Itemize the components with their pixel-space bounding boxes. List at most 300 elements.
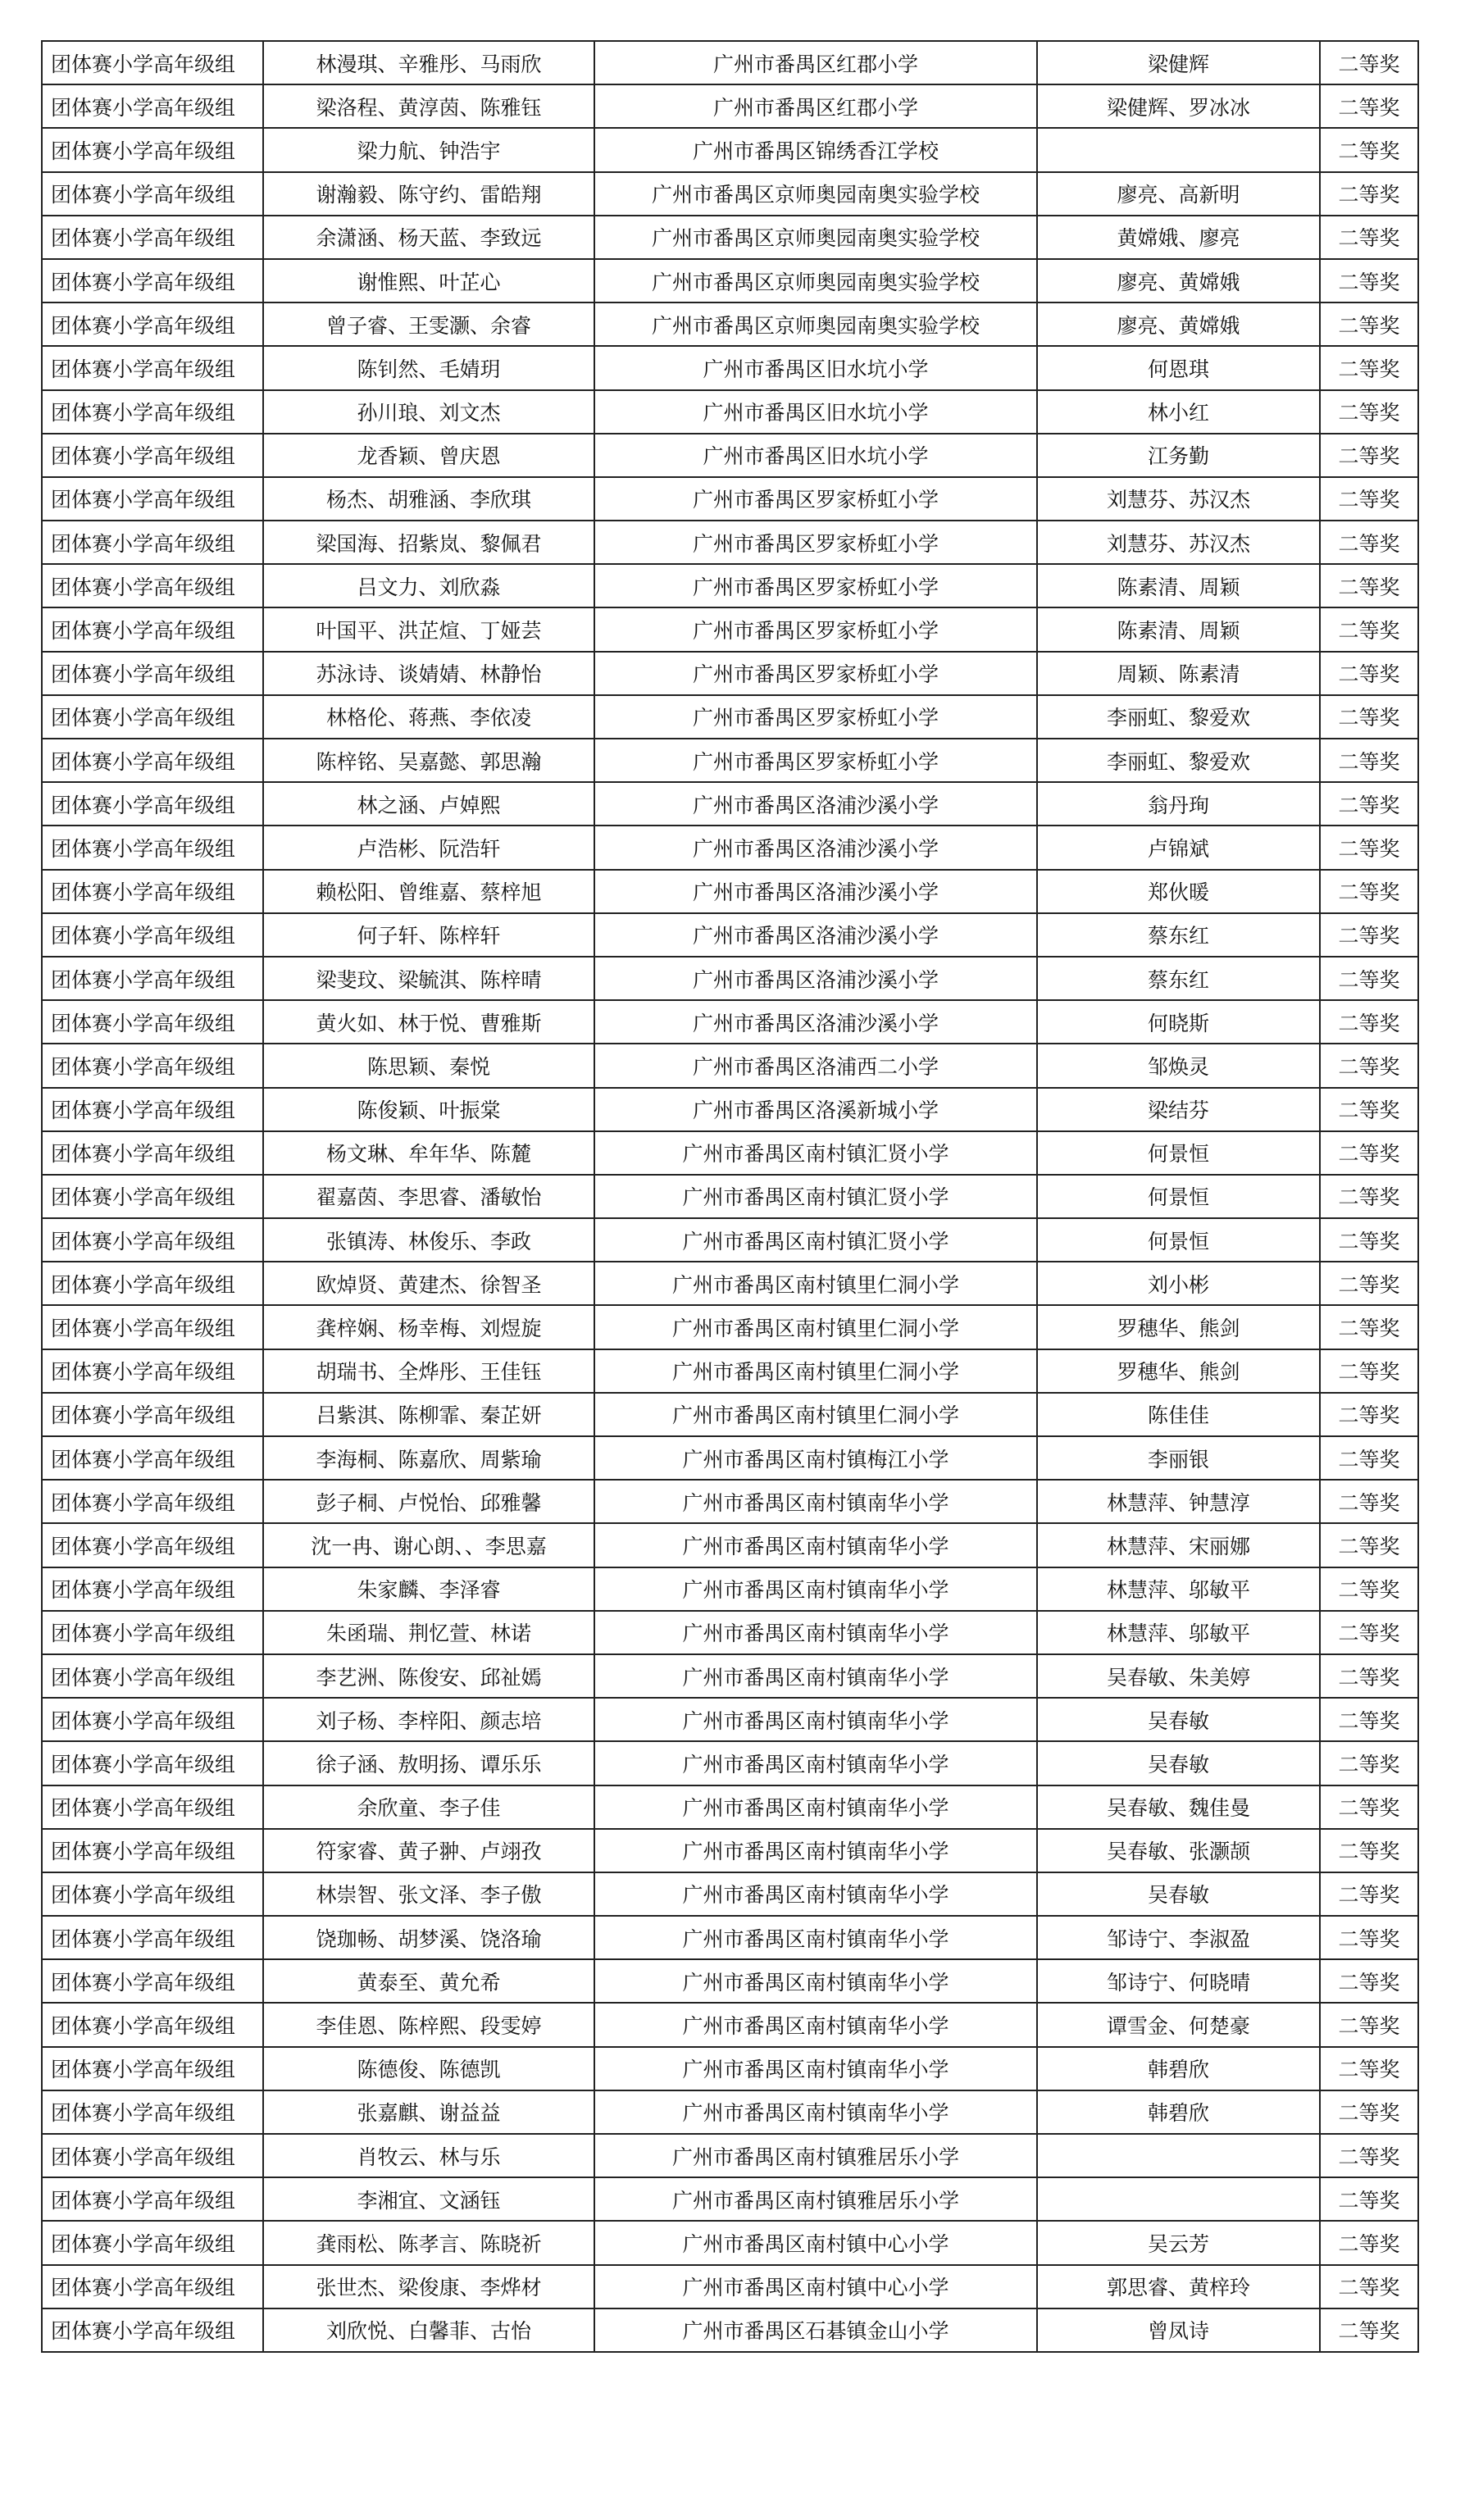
teacher-cell: 梁健辉、罗冰冰 xyxy=(1037,84,1320,128)
members-cell: 李艺洲、陈俊安、邱祉嫣 xyxy=(263,1654,594,1698)
table-row xyxy=(42,957,1418,1000)
members-cell: 吕文力、刘欣淼 xyxy=(263,564,594,607)
school-cell: 广州市番禺区洛溪新城小学 xyxy=(594,1088,1037,1131)
table-row xyxy=(42,434,1418,477)
teacher-cell: 吴云芳 xyxy=(1037,2221,1320,2264)
award-cell: 二等奖 xyxy=(1320,1000,1418,1044)
members-cell: 李海桐、陈嘉欣、周紫瑜 xyxy=(263,1436,594,1480)
teacher-cell: 曾凤诗 xyxy=(1037,2308,1320,2352)
table-row xyxy=(42,41,1418,84)
school-cell: 广州市番禺区罗家桥虹小学 xyxy=(594,477,1037,521)
table-row xyxy=(42,1044,1418,1087)
teacher-cell: 吴春敏、魏佳曼 xyxy=(1037,1785,1320,1829)
teacher-cell: 邹诗宁、何晓晴 xyxy=(1037,1959,1320,2003)
members-cell: 黄泰至、黄允希 xyxy=(263,1959,594,2003)
award-cell: 二等奖 xyxy=(1320,913,1418,957)
school-cell: 广州市番禺区南村镇南华小学 xyxy=(594,1654,1037,1698)
category-cell: 团体赛小学高年级组 xyxy=(42,870,263,913)
school-cell: 广州市番禺区南村镇南华小学 xyxy=(594,2003,1037,2046)
school-cell: 广州市番禺区洛浦沙溪小学 xyxy=(594,1000,1037,1044)
table-row xyxy=(42,1785,1418,1829)
category-cell: 团体赛小学高年级组 xyxy=(42,259,263,302)
teacher-cell: 陈佳佳 xyxy=(1037,1393,1320,1436)
category-cell: 团体赛小学高年级组 xyxy=(42,1000,263,1044)
table-row xyxy=(42,826,1418,869)
school-cell: 广州市番禺区南村镇南华小学 xyxy=(594,1480,1037,1523)
table-row xyxy=(42,1088,1418,1131)
members-cell: 叶国平、洪芷煊、丁娅芸 xyxy=(263,607,594,651)
award-cell: 二等奖 xyxy=(1320,1175,1418,1218)
school-cell: 广州市番禺区洛浦沙溪小学 xyxy=(594,913,1037,957)
members-cell: 朱函瑞、荆忆萱、林诺 xyxy=(263,1611,594,1654)
table-row xyxy=(42,2177,1418,2221)
award-list-sheet xyxy=(41,40,1417,2353)
table-row xyxy=(42,870,1418,913)
members-cell: 吕紫淇、陈柳霏、秦芷妍 xyxy=(263,1393,594,1436)
table-row xyxy=(42,1654,1418,1698)
award-cell: 二等奖 xyxy=(1320,1218,1418,1262)
award-cell: 二等奖 xyxy=(1320,957,1418,1000)
category-cell: 团体赛小学高年级组 xyxy=(42,2177,263,2221)
table-row xyxy=(42,1741,1418,1785)
award-cell: 二等奖 xyxy=(1320,1829,1418,1872)
table-row xyxy=(42,2265,1418,2308)
award-cell: 二等奖 xyxy=(1320,564,1418,607)
school-cell: 广州市番禺区旧水坑小学 xyxy=(594,346,1037,389)
school-cell: 广州市番禺区南村镇南华小学 xyxy=(594,1829,1037,1872)
teacher-cell: 韩碧欣 xyxy=(1037,2047,1320,2090)
category-cell: 团体赛小学高年级组 xyxy=(42,1959,263,2003)
table-row xyxy=(42,2134,1418,2177)
teacher-cell: 黄嫦娥、廖亮 xyxy=(1037,216,1320,259)
school-cell: 广州市番禺区南村镇南华小学 xyxy=(594,1741,1037,1785)
category-cell: 团体赛小学高年级组 xyxy=(42,1305,263,1349)
table-row xyxy=(42,172,1418,216)
category-cell: 团体赛小学高年级组 xyxy=(42,1175,263,1218)
table-row xyxy=(42,1872,1418,1916)
award-cell: 二等奖 xyxy=(1320,346,1418,389)
school-cell: 广州市番禺区南村镇南华小学 xyxy=(594,1611,1037,1654)
category-cell: 团体赛小学高年级组 xyxy=(42,957,263,1000)
school-cell: 广州市番禺区洛浦沙溪小学 xyxy=(594,782,1037,826)
award-cell: 二等奖 xyxy=(1320,1785,1418,1829)
teacher-cell: 江务勤 xyxy=(1037,434,1320,477)
teacher-cell: 林慧萍、邬敏平 xyxy=(1037,1567,1320,1611)
teacher-cell: 陈素清、周颖 xyxy=(1037,607,1320,651)
school-cell: 广州市番禺区南村镇中心小学 xyxy=(594,2265,1037,2308)
school-cell: 广州市番禺区京师奥园南奥实验学校 xyxy=(594,216,1037,259)
category-cell: 团体赛小学高年级组 xyxy=(42,1218,263,1262)
members-cell: 余欣童、李子佳 xyxy=(263,1785,594,1829)
table-row xyxy=(42,695,1418,739)
category-cell: 团体赛小学高年级组 xyxy=(42,1349,263,1393)
teacher-cell xyxy=(1037,2177,1320,2221)
category-cell: 团体赛小学高年级组 xyxy=(42,2047,263,2090)
table-row xyxy=(42,1436,1418,1480)
members-cell: 林之涵、卢婥熙 xyxy=(263,782,594,826)
teacher-cell: 陈素清、周颖 xyxy=(1037,564,1320,607)
school-cell: 广州市番禺区洛浦沙溪小学 xyxy=(594,870,1037,913)
teacher-cell xyxy=(1037,128,1320,171)
teacher-cell: 何景恒 xyxy=(1037,1175,1320,1218)
school-cell: 广州市番禺区南村镇南华小学 xyxy=(594,1959,1037,2003)
category-cell: 团体赛小学高年级组 xyxy=(42,564,263,607)
category-cell: 团体赛小学高年级组 xyxy=(42,1567,263,1611)
school-cell: 广州市番禺区罗家桥虹小学 xyxy=(594,652,1037,695)
members-cell: 陈钊然、毛婧玥 xyxy=(263,346,594,389)
category-cell: 团体赛小学高年级组 xyxy=(42,302,263,346)
teacher-cell: 何景恒 xyxy=(1037,1131,1320,1175)
category-cell: 团体赛小学高年级组 xyxy=(42,1131,263,1175)
school-cell: 广州市番禺区洛浦西二小学 xyxy=(594,1044,1037,1087)
table-row xyxy=(42,390,1418,434)
category-cell: 团体赛小学高年级组 xyxy=(42,826,263,869)
teacher-cell: 郑伙暖 xyxy=(1037,870,1320,913)
table-row xyxy=(42,739,1418,782)
members-cell: 林漫琪、辛雅彤、马雨欣 xyxy=(263,41,594,84)
category-cell: 团体赛小学高年级组 xyxy=(42,1741,263,1785)
teacher-cell: 刘慧芬、苏汉杰 xyxy=(1037,477,1320,521)
members-cell: 欧焯贤、黄建杰、徐智圣 xyxy=(263,1262,594,1305)
members-cell: 龚雨松、陈孝言、陈晓祈 xyxy=(263,2221,594,2264)
members-cell: 黄火如、林于悦、曹雅斯 xyxy=(263,1000,594,1044)
category-cell: 团体赛小学高年级组 xyxy=(42,1262,263,1305)
school-cell: 广州市番禺区红郡小学 xyxy=(594,84,1037,128)
members-cell: 谢瀚毅、陈守约、雷皓翔 xyxy=(263,172,594,216)
category-cell: 团体赛小学高年级组 xyxy=(42,346,263,389)
award-cell: 二等奖 xyxy=(1320,695,1418,739)
table-row xyxy=(42,913,1418,957)
teacher-cell: 李丽银 xyxy=(1037,1436,1320,1480)
school-cell: 广州市番禺区南村镇南华小学 xyxy=(594,2047,1037,2090)
award-cell: 二等奖 xyxy=(1320,1654,1418,1698)
members-cell: 饶珈畅、胡梦溪、饶洛瑜 xyxy=(263,1916,594,1959)
members-cell: 余潇涵、杨天蓝、李致远 xyxy=(263,216,594,259)
members-cell: 刘欣悦、白馨菲、古怡 xyxy=(263,2308,594,2352)
category-cell: 团体赛小学高年级组 xyxy=(42,782,263,826)
members-cell: 徐子涵、敖明扬、谭乐乐 xyxy=(263,1741,594,1785)
members-cell: 李湘宜、文涵钰 xyxy=(263,2177,594,2221)
school-cell: 广州市番禺区南村镇南华小学 xyxy=(594,1523,1037,1567)
award-table xyxy=(41,40,1419,2353)
award-table-body xyxy=(42,41,1418,2352)
category-cell: 团体赛小学高年级组 xyxy=(42,216,263,259)
table-row xyxy=(42,1262,1418,1305)
school-cell: 广州市番禺区石碁镇金山小学 xyxy=(594,2308,1037,2352)
category-cell: 团体赛小学高年级组 xyxy=(42,1044,263,1087)
school-cell: 广州市番禺区南村镇南华小学 xyxy=(594,1916,1037,1959)
members-cell: 林格伦、蒋燕、李依凌 xyxy=(263,695,594,739)
school-cell: 广州市番禺区南村镇南华小学 xyxy=(594,1785,1037,1829)
teacher-cell: 罗穗华、熊剑 xyxy=(1037,1349,1320,1393)
award-cell: 二等奖 xyxy=(1320,2265,1418,2308)
teacher-cell: 林慧萍、钟慧淳 xyxy=(1037,1480,1320,1523)
award-cell: 二等奖 xyxy=(1320,1611,1418,1654)
award-cell: 二等奖 xyxy=(1320,84,1418,128)
school-cell: 广州市番禺区南村镇南华小学 xyxy=(594,1872,1037,1916)
category-cell: 团体赛小学高年级组 xyxy=(42,172,263,216)
category-cell: 团体赛小学高年级组 xyxy=(42,695,263,739)
table-row xyxy=(42,128,1418,171)
teacher-cell: 郭思睿、黄梓玲 xyxy=(1037,2265,1320,2308)
award-cell: 二等奖 xyxy=(1320,1959,1418,2003)
table-row xyxy=(42,564,1418,607)
members-cell: 赖松阳、曾维嘉、蔡梓旭 xyxy=(263,870,594,913)
category-cell: 团体赛小学高年级组 xyxy=(42,1698,263,1741)
table-row xyxy=(42,302,1418,346)
award-cell: 二等奖 xyxy=(1320,2221,1418,2264)
members-cell: 陈俊颖、叶振棠 xyxy=(263,1088,594,1131)
school-cell: 广州市番禺区罗家桥虹小学 xyxy=(594,695,1037,739)
award-cell: 二等奖 xyxy=(1320,870,1418,913)
award-cell: 二等奖 xyxy=(1320,434,1418,477)
category-cell: 团体赛小学高年级组 xyxy=(42,1829,263,1872)
members-cell: 张世杰、梁俊康、李烨材 xyxy=(263,2265,594,2308)
teacher-cell: 罗穗华、熊剑 xyxy=(1037,1305,1320,1349)
category-cell: 团体赛小学高年级组 xyxy=(42,1088,263,1131)
table-row xyxy=(42,1131,1418,1175)
teacher-cell: 吴春敏、朱美婷 xyxy=(1037,1654,1320,1698)
category-cell: 团体赛小学高年级组 xyxy=(42,128,263,171)
members-cell: 陈德俊、陈德凯 xyxy=(263,2047,594,2090)
award-cell: 二等奖 xyxy=(1320,477,1418,521)
table-row xyxy=(42,652,1418,695)
teacher-cell: 廖亮、黄嫦娥 xyxy=(1037,302,1320,346)
award-cell: 二等奖 xyxy=(1320,1393,1418,1436)
teacher-cell: 林慧萍、邬敏平 xyxy=(1037,1611,1320,1654)
school-cell: 广州市番禺区京师奥园南奥实验学校 xyxy=(594,172,1037,216)
award-cell: 二等奖 xyxy=(1320,2134,1418,2177)
table-row xyxy=(42,1393,1418,1436)
teacher-cell: 刘慧芬、苏汉杰 xyxy=(1037,521,1320,564)
table-row xyxy=(42,1480,1418,1523)
table-row xyxy=(42,1305,1418,1349)
school-cell: 广州市番禺区南村镇雅居乐小学 xyxy=(594,2177,1037,2221)
members-cell: 肖牧云、林与乐 xyxy=(263,2134,594,2177)
award-cell: 二等奖 xyxy=(1320,1349,1418,1393)
school-cell: 广州市番禺区南村镇南华小学 xyxy=(594,2090,1037,2134)
school-cell: 广州市番禺区罗家桥虹小学 xyxy=(594,739,1037,782)
school-cell: 广州市番禺区南村镇里仁洞小学 xyxy=(594,1349,1037,1393)
teacher-cell: 吴春敏、张灏颉 xyxy=(1037,1829,1320,1872)
table-row xyxy=(42,1175,1418,1218)
members-cell: 杨杰、胡雅涵、李欣琪 xyxy=(263,477,594,521)
award-cell: 二等奖 xyxy=(1320,1088,1418,1131)
members-cell: 苏泳诗、谈婧婧、林静怡 xyxy=(263,652,594,695)
table-row xyxy=(42,2090,1418,2134)
members-cell: 龚梓娴、杨幸梅、刘煜旋 xyxy=(263,1305,594,1349)
table-row xyxy=(42,84,1418,128)
table-row xyxy=(42,1611,1418,1654)
table-row xyxy=(42,1829,1418,1872)
award-cell: 二等奖 xyxy=(1320,1262,1418,1305)
award-cell: 二等奖 xyxy=(1320,739,1418,782)
members-cell: 张嘉麒、谢益益 xyxy=(263,2090,594,2134)
category-cell: 团体赛小学高年级组 xyxy=(42,1611,263,1654)
teacher-cell: 梁健辉 xyxy=(1037,41,1320,84)
table-row xyxy=(42,521,1418,564)
category-cell: 团体赛小学高年级组 xyxy=(42,1872,263,1916)
category-cell: 团体赛小学高年级组 xyxy=(42,1654,263,1698)
table-row xyxy=(42,477,1418,521)
teacher-cell: 邹焕灵 xyxy=(1037,1044,1320,1087)
school-cell: 广州市番禺区南村镇汇贤小学 xyxy=(594,1218,1037,1262)
members-cell: 胡瑞书、全烨彤、王佳钰 xyxy=(263,1349,594,1393)
category-cell: 团体赛小学高年级组 xyxy=(42,1480,263,1523)
award-cell: 二等奖 xyxy=(1320,2177,1418,2221)
award-cell: 二等奖 xyxy=(1320,302,1418,346)
members-cell: 沈一冉、谢心朗、、李思嘉 xyxy=(263,1523,594,1567)
teacher-cell: 刘小彬 xyxy=(1037,1262,1320,1305)
award-cell: 二等奖 xyxy=(1320,128,1418,171)
award-cell: 二等奖 xyxy=(1320,2308,1418,2352)
teacher-cell: 蔡东红 xyxy=(1037,913,1320,957)
award-cell: 二等奖 xyxy=(1320,1741,1418,1785)
award-cell: 二等奖 xyxy=(1320,1131,1418,1175)
school-cell: 广州市番禺区红郡小学 xyxy=(594,41,1037,84)
category-cell: 团体赛小学高年级组 xyxy=(42,41,263,84)
category-cell: 团体赛小学高年级组 xyxy=(42,434,263,477)
school-cell: 广州市番禺区南村镇南华小学 xyxy=(594,1567,1037,1611)
teacher-cell: 李丽虹、黎爱欢 xyxy=(1037,739,1320,782)
members-cell: 何子轩、陈梓轩 xyxy=(263,913,594,957)
members-cell: 陈思颖、秦悦 xyxy=(263,1044,594,1087)
school-cell: 广州市番禺区锦绣香江学校 xyxy=(594,128,1037,171)
members-cell: 林崇智、张文泽、李子傲 xyxy=(263,1872,594,1916)
members-cell: 谢惟熙、叶芷心 xyxy=(263,259,594,302)
category-cell: 团体赛小学高年级组 xyxy=(42,2265,263,2308)
award-cell: 二等奖 xyxy=(1320,2003,1418,2046)
award-cell: 二等奖 xyxy=(1320,1436,1418,1480)
award-cell: 二等奖 xyxy=(1320,1044,1418,1087)
teacher-cell: 李丽虹、黎爱欢 xyxy=(1037,695,1320,739)
school-cell: 广州市番禺区京师奥园南奥实验学校 xyxy=(594,302,1037,346)
award-cell: 二等奖 xyxy=(1320,259,1418,302)
category-cell: 团体赛小学高年级组 xyxy=(42,1785,263,1829)
school-cell: 广州市番禺区南村镇南华小学 xyxy=(594,1698,1037,1741)
category-cell: 团体赛小学高年级组 xyxy=(42,2221,263,2264)
school-cell: 广州市番禺区洛浦沙溪小学 xyxy=(594,826,1037,869)
table-row xyxy=(42,1959,1418,2003)
category-cell: 团体赛小学高年级组 xyxy=(42,1916,263,1959)
school-cell: 广州市番禺区罗家桥虹小学 xyxy=(594,521,1037,564)
category-cell: 团体赛小学高年级组 xyxy=(42,1393,263,1436)
award-cell: 二等奖 xyxy=(1320,826,1418,869)
members-cell: 卢浩彬、阮浩轩 xyxy=(263,826,594,869)
award-cell: 二等奖 xyxy=(1320,2090,1418,2134)
table-row xyxy=(42,2221,1418,2264)
school-cell: 广州市番禺区南村镇中心小学 xyxy=(594,2221,1037,2264)
award-cell: 二等奖 xyxy=(1320,172,1418,216)
members-cell: 张镇涛、林俊乐、李政 xyxy=(263,1218,594,1262)
teacher-cell: 廖亮、黄嫦娥 xyxy=(1037,259,1320,302)
teacher-cell: 梁结芬 xyxy=(1037,1088,1320,1131)
teacher-cell: 谭雪金、何楚豪 xyxy=(1037,2003,1320,2046)
award-cell: 二等奖 xyxy=(1320,1872,1418,1916)
award-cell: 二等奖 xyxy=(1320,1480,1418,1523)
category-cell: 团体赛小学高年级组 xyxy=(42,739,263,782)
table-row xyxy=(42,259,1418,302)
school-cell: 广州市番禺区南村镇里仁洞小学 xyxy=(594,1393,1037,1436)
award-cell: 二等奖 xyxy=(1320,41,1418,84)
table-row xyxy=(42,1218,1418,1262)
teacher-cell: 蔡东红 xyxy=(1037,957,1320,1000)
school-cell: 广州市番禺区旧水坑小学 xyxy=(594,390,1037,434)
teacher-cell: 何恩琪 xyxy=(1037,346,1320,389)
members-cell: 陈梓铭、吴嘉懿、郭思瀚 xyxy=(263,739,594,782)
teacher-cell: 何景恒 xyxy=(1037,1218,1320,1262)
table-row xyxy=(42,1349,1418,1393)
table-row xyxy=(42,1000,1418,1044)
members-cell: 梁洛程、黄淳茵、陈雅钰 xyxy=(263,84,594,128)
teacher-cell xyxy=(1037,2134,1320,2177)
members-cell: 朱家麟、李泽睿 xyxy=(263,1567,594,1611)
table-row xyxy=(42,782,1418,826)
table-row xyxy=(42,346,1418,389)
teacher-cell: 卢锦斌 xyxy=(1037,826,1320,869)
members-cell: 孙川琅、刘文杰 xyxy=(263,390,594,434)
award-cell: 二等奖 xyxy=(1320,216,1418,259)
award-cell: 二等奖 xyxy=(1320,1567,1418,1611)
members-cell: 梁国海、招紫岚、黎佩君 xyxy=(263,521,594,564)
school-cell: 广州市番禺区南村镇里仁洞小学 xyxy=(594,1262,1037,1305)
table-row xyxy=(42,1916,1418,1959)
school-cell: 广州市番禺区南村镇里仁洞小学 xyxy=(594,1305,1037,1349)
category-cell: 团体赛小学高年级组 xyxy=(42,2003,263,2046)
category-cell: 团体赛小学高年级组 xyxy=(42,2090,263,2134)
teacher-cell: 吴春敏 xyxy=(1037,1741,1320,1785)
teacher-cell: 邹诗宁、李淑盈 xyxy=(1037,1916,1320,1959)
members-cell: 刘子杨、李梓阳、颜志培 xyxy=(263,1698,594,1741)
members-cell: 杨文琳、牟年华、陈麓 xyxy=(263,1131,594,1175)
award-cell: 二等奖 xyxy=(1320,1523,1418,1567)
category-cell: 团体赛小学高年级组 xyxy=(42,521,263,564)
teacher-cell: 翁丹珣 xyxy=(1037,782,1320,826)
school-cell: 广州市番禺区南村镇雅居乐小学 xyxy=(594,2134,1037,2177)
school-cell: 广州市番禺区南村镇汇贤小学 xyxy=(594,1175,1037,1218)
members-cell: 梁力航、钟浩宇 xyxy=(263,128,594,171)
teacher-cell: 吴春敏 xyxy=(1037,1698,1320,1741)
category-cell: 团体赛小学高年级组 xyxy=(42,2308,263,2352)
award-cell: 二等奖 xyxy=(1320,1305,1418,1349)
members-cell: 李佳恩、陈梓熙、段雯婷 xyxy=(263,2003,594,2046)
category-cell: 团体赛小学高年级组 xyxy=(42,652,263,695)
table-row xyxy=(42,2047,1418,2090)
category-cell: 团体赛小学高年级组 xyxy=(42,607,263,651)
teacher-cell: 林小红 xyxy=(1037,390,1320,434)
table-row xyxy=(42,216,1418,259)
table-row xyxy=(42,607,1418,651)
school-cell: 广州市番禺区南村镇汇贤小学 xyxy=(594,1131,1037,1175)
school-cell: 广州市番禺区旧水坑小学 xyxy=(594,434,1037,477)
award-cell: 二等奖 xyxy=(1320,2047,1418,2090)
award-cell: 二等奖 xyxy=(1320,521,1418,564)
teacher-cell: 周颖、陈素清 xyxy=(1037,652,1320,695)
table-row xyxy=(42,2003,1418,2046)
school-cell: 广州市番禺区南村镇梅江小学 xyxy=(594,1436,1037,1480)
teacher-cell: 林慧萍、宋丽娜 xyxy=(1037,1523,1320,1567)
table-row xyxy=(42,1567,1418,1611)
category-cell: 团体赛小学高年级组 xyxy=(42,913,263,957)
award-cell: 二等奖 xyxy=(1320,782,1418,826)
category-cell: 团体赛小学高年级组 xyxy=(42,84,263,128)
category-cell: 团体赛小学高年级组 xyxy=(42,1523,263,1567)
category-cell: 团体赛小学高年级组 xyxy=(42,477,263,521)
teacher-cell: 韩碧欣 xyxy=(1037,2090,1320,2134)
members-cell: 曾子睿、王雯灏、余睿 xyxy=(263,302,594,346)
category-cell: 团体赛小学高年级组 xyxy=(42,2134,263,2177)
members-cell: 梁斐玟、梁毓淇、陈梓晴 xyxy=(263,957,594,1000)
